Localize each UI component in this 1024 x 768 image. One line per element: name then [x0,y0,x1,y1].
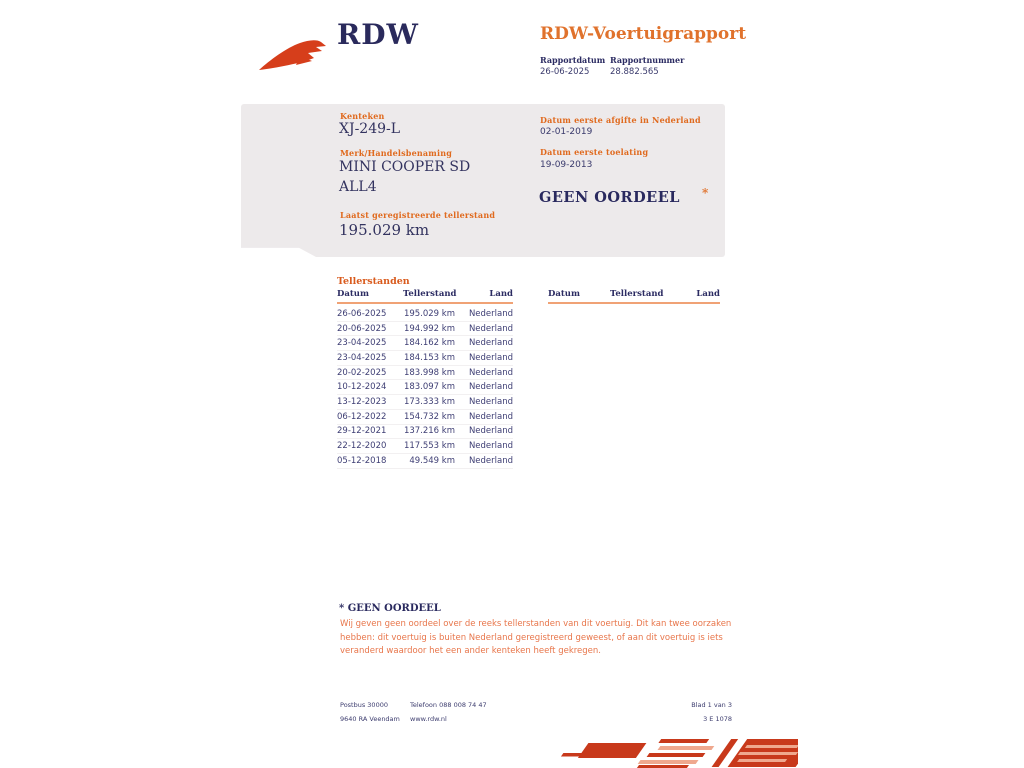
row-date: 20-02-2025 [337,367,387,378]
table-row [337,410,513,425]
report-date-value: 26-06-2025 [540,67,590,77]
row-odometer: 49.549 km [409,455,455,466]
row-odometer: 154.732 km [403,411,455,422]
col-header-land: Land [696,289,720,299]
col-header-tellerstand: Tellerstand [403,289,457,299]
row-country: Nederland [468,352,513,363]
table-header-row [548,289,720,304]
merk-value-line2: ALL4 [339,179,377,195]
row-date: 29-12-2021 [337,426,387,437]
row-date: 20-06-2025 [337,323,387,334]
row-date: 06-12-2022 [337,411,387,422]
footer-phone: Telefoon 088 008 74 47 [410,701,487,709]
row-country: Nederland [468,323,513,334]
row-country: Nederland [468,382,513,393]
row-odometer: 137.216 km [403,426,455,437]
toelating-value: 19-09-2013 [540,160,593,170]
footer-address-line2: 9640 RA Veendam [340,715,400,723]
table-row [337,366,513,381]
tellerstanden-section-title: Tellerstanden [337,276,410,287]
table-row [337,307,513,322]
page-title: RDW-Voertuigrapport [540,24,747,44]
rdw-logo-text: RDW [337,18,419,51]
row-odometer: 184.162 km [403,338,455,349]
footer-form-code: 3 E 1078 [703,715,732,723]
toelating-label: Datum eerste toelating [540,147,649,157]
row-country: Nederland [468,338,513,349]
row-date: 26-06-2025 [337,308,387,319]
row-date: 23-04-2025 [337,352,387,363]
row-country: Nederland [468,308,513,319]
row-odometer: 117.553 km [403,441,455,452]
table-row [337,395,513,410]
vehicle-summary-panel [241,104,725,257]
table-row [337,351,513,366]
table-row [337,425,513,440]
footnote-body: Wij geven geen oordeel over de reeks tellerstanden van dit voertuig. Dit kan twee oorzaken hebben: dit voertuig is buiten Nederland geregistreerd geweest, of aan dit voertuig is iets veranderd waardoor het een ander kenteken heeft gekregen. [340,619,732,656]
row-country: Nederland [468,411,513,422]
row-odometer: 194.992 km [403,323,455,334]
row-country: Nederland [468,455,513,466]
footer-page-number: Blad 1 van 3 [691,701,732,709]
footnote-title [339,603,441,614]
table-row [337,336,513,351]
table-row [337,439,513,454]
col-header-datum: Datum [337,289,369,299]
footnote-heading-text: GEEN OORDEEL [347,603,441,614]
rdw-eagle-logo-icon [256,34,334,74]
report-number-value: 28.882.565 [610,67,659,77]
footer-contact [410,698,487,726]
row-date: 23-04-2025 [337,338,387,349]
merk-value-line1: MINI COOPER SD [339,159,471,175]
afgifte-label: Datum eerste afgifte in Nederland [540,115,701,125]
footer-address-line1: Postbus 30000 [340,701,388,709]
row-odometer: 173.333 km [403,396,455,407]
afgifte-value: 02-01-2019 [540,127,593,137]
verdict-asterisk: * [702,186,709,200]
row-odometer: 184.153 km [403,352,455,363]
table-row [337,380,513,395]
tellerstanden-table-secondary [548,289,720,304]
col-header-land: Land [489,289,513,299]
verdict-text: GEEN OORDEEL [539,189,680,206]
row-odometer: 183.998 km [403,367,455,378]
footer-website[interactable]: www.rdw.nl [410,715,447,723]
row-country: Nederland [468,441,513,452]
row-country: Nederland [468,367,513,378]
footnote-marker: * [339,603,345,614]
row-date: 05-12-2018 [337,455,387,466]
table-header-row [337,289,513,304]
col-header-tellerstand: Tellerstand [610,289,664,299]
kenteken-label: Kenteken [340,111,385,121]
report-number-label: Rapportnummer [610,55,685,65]
row-date: 13-12-2023 [337,396,387,407]
tellerstand-label: Laatst geregistreerde tellerstand [340,210,496,220]
report-date-label: Rapportdatum [540,55,606,65]
row-date: 10-12-2024 [337,382,387,393]
row-country: Nederland [468,426,513,437]
row-odometer: 195.029 km [403,308,455,319]
table-row [337,322,513,337]
kenteken-value: XJ-249-L [339,121,401,137]
tellerstanden-table [337,289,513,469]
col-header-datum: Datum [548,289,580,299]
tellerstanden-rows [337,307,513,469]
row-country: Nederland [468,396,513,407]
row-date: 22-12-2020 [337,441,387,452]
footer-page-info [650,698,732,726]
tellerstand-value: 195.029 km [339,221,430,239]
table-row [337,454,513,469]
rdw-speed-stripes-graphic [548,735,798,768]
merk-label: Merk/Handelsbenaming [340,148,453,158]
row-odometer: 183.097 km [403,382,455,393]
footer-address [340,698,400,726]
